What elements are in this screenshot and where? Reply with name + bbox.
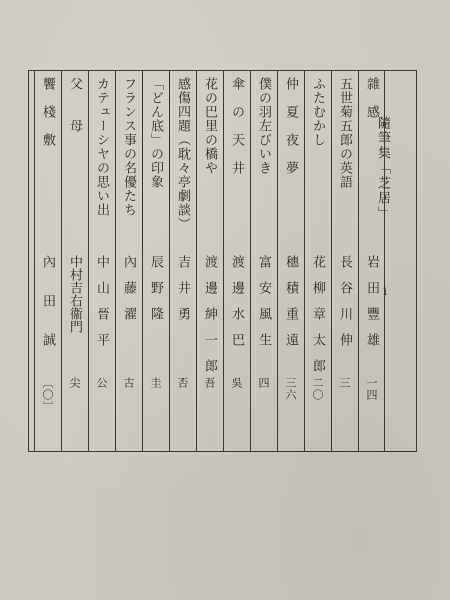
toc-entry-title: ふたむかし bbox=[310, 77, 325, 147]
toc-entry-author: 吉 井 勇 bbox=[175, 255, 190, 320]
toc-entry bbox=[223, 71, 250, 451]
toc-entry bbox=[277, 71, 304, 451]
toc-entry-page: 四 bbox=[257, 377, 270, 389]
section-page-number: i bbox=[378, 284, 392, 299]
toc-entry-author: 穗 積 重 遠 bbox=[283, 255, 298, 346]
toc-entry-author: 中 山 晉 平 bbox=[94, 255, 109, 346]
toc-table bbox=[28, 70, 417, 452]
toc-entry-page: 吾 bbox=[203, 377, 216, 389]
toc-entry-title: 傘 の 天 井 bbox=[229, 77, 244, 175]
toc-entry bbox=[61, 71, 88, 451]
toc-entry-page: 三六 bbox=[284, 377, 297, 401]
toc-entry-author: 富 安 風 生 bbox=[256, 255, 271, 346]
toc-entry-page: 古 bbox=[122, 377, 135, 389]
toc-entry bbox=[331, 71, 358, 451]
toc-entry-page: 否 bbox=[176, 377, 189, 389]
toc-entry-title: 花の巴里の橋や bbox=[202, 77, 217, 175]
toc-entry-author: 內 田 誠 bbox=[40, 255, 55, 346]
toc-entry-title: 饗 棧 敷 bbox=[40, 77, 55, 147]
toc-entry bbox=[196, 71, 223, 451]
toc-entry-title: 「どん底」の印象 bbox=[148, 77, 163, 189]
toc-entry-author: 岩 田 豐 雄 bbox=[364, 255, 379, 346]
toc-entry-title: 仲 夏 夜 夢 bbox=[283, 77, 298, 175]
toc-entry-title: 父 母 bbox=[67, 77, 82, 133]
toc-entry-page: 一四 bbox=[365, 377, 378, 401]
toc-entry-author: 內 藤 濯 bbox=[121, 255, 136, 320]
toc-entry bbox=[142, 71, 169, 451]
toc-entry-author: 渡 邊 紳 一 郎 bbox=[202, 255, 217, 372]
toc-entry bbox=[88, 71, 115, 451]
toc-entry bbox=[34, 71, 61, 451]
toc-entry-page: 圭 bbox=[149, 377, 162, 389]
toc-entry bbox=[304, 71, 331, 451]
toc-entry-title: 僕の羽左びいき bbox=[256, 77, 271, 175]
toc-entry bbox=[115, 71, 142, 451]
toc-entry-page: 公 bbox=[95, 377, 108, 389]
toc-entry-author: 花 柳 章 太 郎 bbox=[310, 255, 325, 372]
toc-entry-page: 尖 bbox=[68, 377, 81, 389]
toc-entry-page: 三 bbox=[338, 377, 351, 389]
toc-entry-page: 吳 bbox=[230, 377, 243, 389]
toc-entry-title: フランス事の名優たち bbox=[121, 77, 136, 217]
toc-entry bbox=[358, 71, 385, 451]
section-title: 隨筆集「芝居」 bbox=[375, 116, 390, 221]
toc-entry-page: 二〇 bbox=[311, 377, 324, 401]
toc-entry-title: 五世菊五郎の英語 bbox=[337, 77, 352, 189]
toc-entry-author: 渡 邊 水 巴 bbox=[229, 255, 244, 346]
toc-entry-author: 辰 野 隆 bbox=[148, 255, 163, 320]
toc-entry-author: 長 谷 川 伸 bbox=[337, 255, 352, 346]
toc-entry-title: 雜 感 bbox=[364, 77, 379, 119]
toc-entry-page: 〔〇〕 bbox=[41, 377, 54, 413]
toc-entry-title: カテューシヤの思い出 bbox=[94, 77, 109, 217]
toc-entry-author: 中村吉右衞門 bbox=[67, 255, 82, 333]
toc-entry-title: 感傷四題（耽々亭劇談） bbox=[175, 77, 190, 231]
toc-entry bbox=[169, 71, 196, 451]
toc-entry bbox=[250, 71, 277, 451]
